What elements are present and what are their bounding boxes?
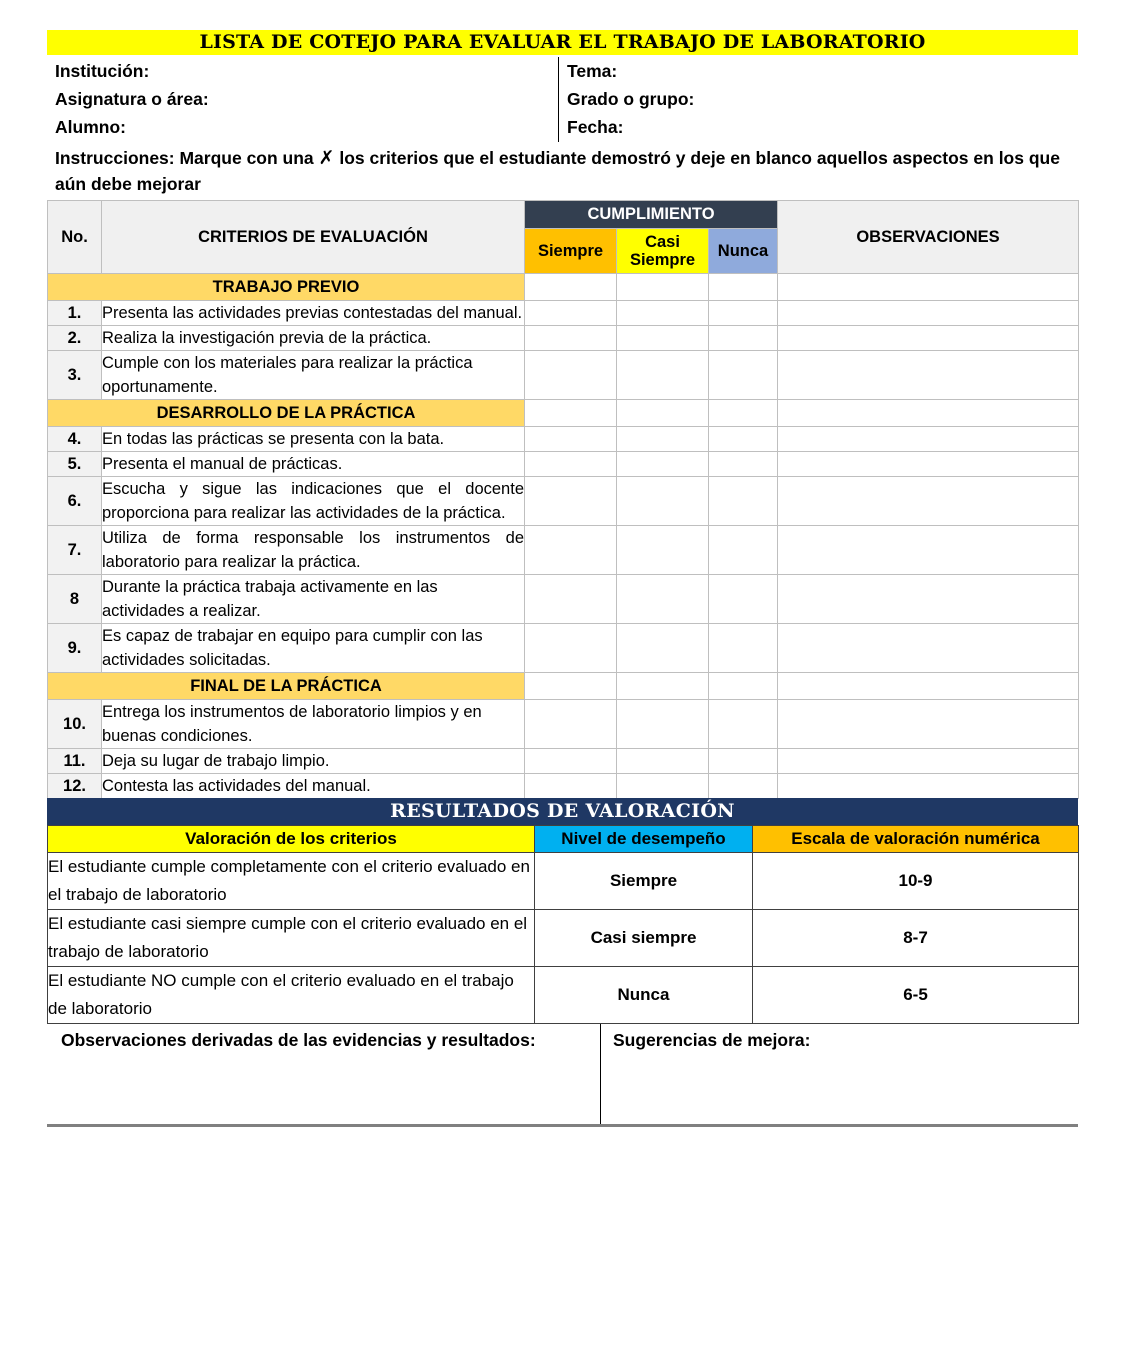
criterion-text: Cumple con los materiales para realizar la práctica oportunamente. [102, 351, 525, 400]
header-valoracion-criterios: Valoración de los criterios [48, 826, 535, 853]
checklist-table [47, 200, 1079, 799]
table-row [48, 452, 1079, 477]
cell-siempre[interactable] [525, 700, 617, 749]
section-header-label: TRABAJO PREVIO [48, 274, 525, 301]
resultados-nivel: Casi siempre [535, 910, 753, 967]
section-header-row [48, 274, 1079, 301]
cell-casi-siempre[interactable] [617, 526, 709, 575]
resultados-nivel: Siempre [535, 853, 753, 910]
cell-siempre[interactable] [525, 526, 617, 575]
criterion-text: Presenta las actividades previas contestadas del manual. [102, 301, 525, 326]
resultados-escala: 10-9 [753, 853, 1079, 910]
criterion-text: Realiza la investigación previa de la práctica. [102, 326, 525, 351]
cell-observaciones[interactable] [778, 351, 1079, 400]
cell-observaciones[interactable] [778, 749, 1079, 774]
criterion-text: Es capaz de trabajar en equipo para cumplir con las actividades solicitadas. [102, 624, 525, 673]
cell-nunca[interactable] [709, 326, 778, 351]
cell-nunca[interactable] [709, 301, 778, 326]
row-number: 2. [48, 326, 102, 351]
row-number: 8 [48, 575, 102, 624]
footer-divider [600, 1024, 601, 1124]
table-row [48, 427, 1079, 452]
criterion-text: Presenta el manual de prácticas. [102, 452, 525, 477]
cell-siempre[interactable] [525, 400, 617, 427]
field-alumno[interactable]: Alumno: [55, 117, 126, 137]
instructions-text [55, 145, 1065, 197]
row-number: 12. [48, 774, 102, 799]
field-grado[interactable]: Grado o grupo: [567, 89, 695, 109]
resultados-table-body [48, 853, 1079, 1024]
cell-casi-siempre[interactable] [617, 575, 709, 624]
header-nunca: Nunca [709, 229, 778, 274]
cell-casi-siempre[interactable] [617, 400, 709, 427]
resultados-descripcion: El estudiante NO cumple con el criterio evaluado en el trabajo de laboratorio [48, 967, 535, 1024]
checklist-table-head [48, 201, 1079, 274]
cell-siempre[interactable] [525, 301, 617, 326]
cell-siempre[interactable] [525, 452, 617, 477]
row-number: 10. [48, 700, 102, 749]
cell-casi-siempre[interactable] [617, 700, 709, 749]
instructions-after: los criterios que el estudiante demostró y deje en blanco aquellos aspectos en los que aún debe mejorar [55, 148, 1060, 194]
cell-casi-siempre[interactable] [617, 274, 709, 301]
row-number: 1. [48, 301, 102, 326]
cell-nunca[interactable] [709, 575, 778, 624]
instructions-before: Instrucciones: Marque con una [55, 148, 314, 168]
criterion-text: Entrega los instrumentos de laboratorio limpios y en buenas condiciones. [102, 700, 525, 749]
row-number: 9. [48, 624, 102, 673]
header-cumplimiento: CUMPLIMIENTO [525, 201, 778, 229]
table-row [48, 526, 1079, 575]
cell-casi-siempre[interactable] [617, 774, 709, 799]
cell-nunca[interactable] [709, 749, 778, 774]
cell-casi-siempre[interactable] [617, 326, 709, 351]
table-row [48, 351, 1079, 400]
header-nivel-desempeno: Nivel de desempeño [535, 826, 753, 853]
row-number: 11. [48, 749, 102, 774]
page-title: LISTA DE COTEJO PARA EVALUAR EL TRABAJO DE LABORATORIO [47, 30, 1078, 55]
identification-divider [558, 57, 559, 142]
resultados-escala: 6-5 [753, 967, 1079, 1024]
criterion-text: Contesta las actividades del manual. [102, 774, 525, 799]
cell-siempre[interactable] [525, 624, 617, 673]
cell-nunca[interactable] [709, 774, 778, 799]
identification-left-column [55, 57, 550, 141]
cell-casi-siempre[interactable] [617, 477, 709, 526]
cell-casi-siempre[interactable] [617, 427, 709, 452]
section-header-row [48, 673, 1079, 700]
field-fecha[interactable]: Fecha: [567, 117, 624, 137]
cell-observaciones[interactable] [778, 673, 1079, 700]
cell-observaciones[interactable] [778, 274, 1079, 301]
table-row [48, 624, 1079, 673]
resultados-row [48, 910, 1079, 967]
criterion-text: Escucha y sigue las indicaciones que el docente proporciona para realizar las actividades de la práctica. [102, 477, 525, 526]
resultados-banner: RESULTADOS DE VALORACIÓN [47, 798, 1078, 825]
header-escala-numerica: Escala de valoración numérica [753, 826, 1079, 853]
resultados-table [47, 825, 1079, 1024]
cell-siempre[interactable] [525, 274, 617, 301]
cell-observaciones[interactable] [778, 700, 1079, 749]
identification-block [47, 57, 1078, 142]
header-observaciones: OBSERVACIONES [778, 201, 1079, 274]
table-row [48, 575, 1079, 624]
cell-siempre[interactable] [525, 477, 617, 526]
cell-observaciones[interactable] [778, 526, 1079, 575]
header-no: No. [48, 201, 102, 274]
table-row [48, 700, 1079, 749]
row-number: 6. [48, 477, 102, 526]
footer-notes-block [47, 1023, 1078, 1127]
cell-nunca[interactable] [709, 427, 778, 452]
cell-nunca[interactable] [709, 673, 778, 700]
resultados-row [48, 853, 1079, 910]
section-header-label: DESARROLLO DE LA PRÁCTICA [48, 400, 525, 427]
cell-nunca[interactable] [709, 700, 778, 749]
table-row [48, 774, 1079, 799]
cell-observaciones[interactable] [778, 624, 1079, 673]
cell-nunca[interactable] [709, 351, 778, 400]
cell-nunca[interactable] [709, 452, 778, 477]
row-number: 5. [48, 452, 102, 477]
criterion-text: Utiliza de forma responsable los instrumentos de laboratorio para realizar la práctica. [102, 526, 525, 575]
cell-observaciones[interactable] [778, 575, 1079, 624]
cell-observaciones[interactable] [778, 774, 1079, 799]
cell-observaciones[interactable] [778, 452, 1079, 477]
cell-casi-siempre[interactable] [617, 351, 709, 400]
row-number: 3. [48, 351, 102, 400]
row-number: 4. [48, 427, 102, 452]
cell-casi-siempre[interactable] [617, 452, 709, 477]
criterion-text: Deja su lugar de trabajo limpio. [102, 749, 525, 774]
resultados-descripcion: El estudiante cumple completamente con el criterio evaluado en el trabajo de laboratorio [48, 853, 535, 910]
field-institucion[interactable]: Institución: [55, 61, 150, 81]
resultados-nivel: Nunca [535, 967, 753, 1024]
criterion-text: En todas las prácticas se presenta con la bata. [102, 427, 525, 452]
resultados-table-head [48, 826, 1079, 853]
resultados-descripcion: El estudiante casi siempre cumple con el criterio evaluado en el trabajo de laboratorio [48, 910, 535, 967]
cell-casi-siempre[interactable] [617, 749, 709, 774]
cell-casi-siempre[interactable] [617, 301, 709, 326]
field-tema[interactable]: Tema: [567, 61, 618, 81]
header-casi-siempre: Casi Siempre [617, 229, 709, 274]
header-siempre: Siempre [525, 229, 617, 274]
section-header-label: FINAL DE LA PRÁCTICA [48, 673, 525, 700]
table-header-row-top [48, 201, 1079, 229]
cell-nunca[interactable] [709, 526, 778, 575]
criterion-text: Durante la práctica trabaja activamente en las actividades a realizar. [102, 575, 525, 624]
cell-nunca[interactable] [709, 400, 778, 427]
cell-siempre[interactable] [525, 326, 617, 351]
row-number: 7. [48, 526, 102, 575]
cell-siempre[interactable] [525, 749, 617, 774]
cell-siempre[interactable] [525, 351, 617, 400]
cell-observaciones[interactable] [778, 400, 1079, 427]
cell-casi-siempre[interactable] [617, 624, 709, 673]
table-row [48, 326, 1079, 351]
section-header-row [48, 400, 1079, 427]
header-criteria: CRITERIOS DE EVALUACIÓN [102, 201, 525, 274]
cell-nunca[interactable] [709, 624, 778, 673]
resultados-row [48, 967, 1079, 1024]
field-asignatura[interactable]: Asignatura o área: [55, 89, 209, 109]
observaciones-label: Observaciones derivadas de las evidencias y resultados: [61, 1030, 536, 1050]
cell-siempre[interactable] [525, 774, 617, 799]
cell-observaciones[interactable] [778, 326, 1079, 351]
checklist-table-body [48, 274, 1079, 799]
cell-observaciones[interactable] [778, 427, 1079, 452]
table-row [48, 301, 1079, 326]
table-row [48, 477, 1079, 526]
resultados-escala: 8-7 [753, 910, 1079, 967]
x-mark-icon: ✗ [318, 147, 335, 169]
cell-casi-siempre[interactable] [617, 673, 709, 700]
resultados-header-row [48, 826, 1079, 853]
cell-siempre[interactable] [525, 575, 617, 624]
cell-nunca[interactable] [709, 274, 778, 301]
cell-siempre[interactable] [525, 673, 617, 700]
cell-nunca[interactable] [709, 477, 778, 526]
table-row [48, 749, 1079, 774]
cell-observaciones[interactable] [778, 477, 1079, 526]
sugerencias-label: Sugerencias de mejora: [613, 1030, 811, 1050]
identification-right-column [567, 57, 1067, 141]
cell-siempre[interactable] [525, 427, 617, 452]
cell-observaciones[interactable] [778, 301, 1079, 326]
